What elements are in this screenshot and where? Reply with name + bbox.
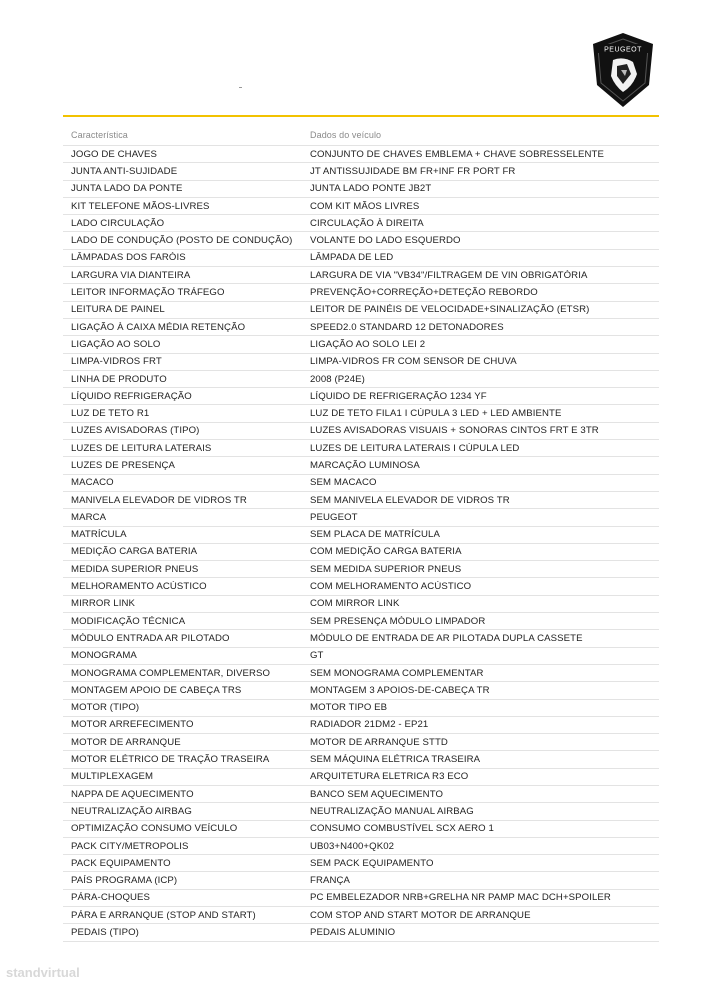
characteristic-cell: LIGAÇÃO AO SOLO — [71, 338, 161, 350]
characteristic-cell: MONOGRAMA COMPLEMENTAR, DIVERSO — [71, 667, 271, 679]
table-row — [63, 146, 659, 163]
table-row — [63, 855, 659, 872]
header-characteristic: Característica — [71, 130, 128, 140]
table-row — [63, 336, 659, 353]
vehicle-data-cell: LUZES AVISADORAS VISUAIS + SONORAS CINTOS FRT E 3TR — [310, 425, 599, 437]
table-row — [63, 648, 659, 665]
table-row — [63, 440, 659, 457]
vehicle-spec-table — [63, 125, 659, 942]
table-row — [63, 232, 659, 249]
characteristic-cell: MELHORAMENTO ACÚSTICO — [71, 581, 207, 593]
table-row — [63, 613, 659, 630]
characteristic-cell: PÁRA E ARRANQUE (STOP AND START) — [71, 909, 256, 921]
table-row — [63, 561, 659, 578]
table-row — [63, 423, 659, 440]
vehicle-data-cell: MOTOR DE ARRANQUE STTD — [310, 736, 448, 748]
vehicle-data-cell: PEUGEOT — [310, 511, 358, 523]
logo-text: PEUGEOT — [604, 46, 642, 54]
characteristic-cell: LUZES DE LEITURA LATERAIS — [71, 442, 212, 454]
table-row — [63, 198, 659, 215]
table-row — [63, 492, 659, 509]
table-row — [63, 405, 659, 422]
vehicle-data-cell: LUZES DE LEITURA LATERAIS I CÚPULA LED — [310, 442, 520, 454]
table-row — [63, 578, 659, 595]
characteristic-cell: JOGO DE CHAVES — [71, 148, 157, 160]
characteristic-cell: MOTOR (TIPO) — [71, 702, 140, 714]
characteristic-cell: MIRROR LINK — [71, 598, 135, 610]
vehicle-data-cell: CONSUMO COMBUSTÍVEL SCX AERO 1 — [310, 823, 494, 835]
characteristic-cell: MONOGRAMA — [71, 650, 137, 662]
table-row — [63, 284, 659, 301]
vehicle-data-cell: SEM MANIVELA ELEVADOR DE VIDROS TR — [310, 494, 510, 506]
characteristic-cell: LUZ DE TETO R1 — [71, 408, 150, 420]
vehicle-data-cell: 2008 (P24E) — [310, 373, 365, 385]
characteristic-cell: KIT TELEFONE MÃOS-LIVRES — [71, 200, 210, 212]
characteristic-cell: LÍQUIDO REFRIGERAÇÃO — [71, 390, 192, 402]
characteristic-cell: MOTOR ELÉTRICO DE TRAÇÃO TRASEIRA — [71, 754, 270, 766]
vehicle-data-cell: LÂMPADA DE LED — [310, 252, 394, 264]
vehicle-data-cell: LARGURA DE VIA "VB34"/FILTRAGEM DE VIN OBRIGATÓRIA — [310, 269, 588, 281]
table-row — [63, 907, 659, 924]
characteristic-cell: LADO DE CONDUÇÃO (POSTO DE CONDUÇÃO) — [71, 235, 293, 247]
accent-divider — [63, 115, 659, 117]
characteristic-cell: MARCA — [71, 511, 107, 523]
characteristic-cell: MOTOR DE ARRANQUE — [71, 736, 181, 748]
characteristic-cell: LINHA DE PRODUTO — [71, 373, 167, 385]
vehicle-data-cell: MARCAÇÃO LUMINOSA — [310, 459, 420, 471]
vehicle-data-cell: VOLANTE DO LADO ESQUERDO — [310, 235, 461, 247]
vehicle-data-cell: PC EMBELEZADOR NRB+GRELHA NR PAMP MAC DCH+SPOILER — [310, 892, 611, 904]
characteristic-cell: MANIVELA ELEVADOR DE VIDROS TR — [71, 494, 247, 506]
vehicle-data-cell: LEITOR DE PAINÉIS DE VELOCIDADE+SINALIZAÇÃO (ETSR) — [310, 304, 590, 316]
vehicle-data-cell: SPEED2.0 STANDARD 12 DETONADORES — [310, 321, 504, 333]
vehicle-data-cell: SEM PLACA DE MATRÍCULA — [310, 529, 440, 541]
characteristic-cell: JUNTA ANTI-SUJIDADE — [71, 165, 178, 177]
vehicle-data-cell: COM MELHORAMENTO ACÚSTICO — [310, 581, 472, 593]
vehicle-data-cell: RADIADOR 21DM2 - EP21 — [310, 719, 429, 731]
characteristic-cell: MOTOR ARREFECIMENTO — [71, 719, 194, 731]
vehicle-data-cell: COM KIT MÃOS LIVRES — [310, 200, 420, 212]
characteristic-cell: MACACO — [71, 477, 114, 489]
vehicle-data-cell: SEM MEDIDA SUPERIOR PNEUS — [310, 563, 462, 575]
vehicle-data-cell: ARQUITETURA ELETRICA R3 ECO — [310, 771, 469, 783]
characteristic-cell: NAPPA DE AQUECIMENTO — [71, 788, 194, 800]
characteristic-cell: NEUTRALIZAÇÃO AIRBAG — [71, 805, 192, 817]
characteristic-cell: MONTAGEM APOIO DE CABEÇA TRS — [71, 684, 242, 696]
table-row — [63, 527, 659, 544]
table-row — [63, 838, 659, 855]
table-row — [63, 181, 659, 198]
table-row — [63, 734, 659, 751]
table-row — [63, 924, 659, 941]
table-row — [63, 751, 659, 768]
characteristic-cell: LÂMPADAS DOS FARÓIS — [71, 252, 186, 264]
vehicle-data-cell: LIGAÇÃO AO SOLO LEI 2 — [310, 338, 426, 350]
table-row — [63, 717, 659, 734]
table-row — [63, 596, 659, 613]
characteristic-cell: LUZES DE PRESENÇA — [71, 459, 176, 471]
characteristic-cell: LEITOR INFORMAÇÃO TRÁFEGO — [71, 287, 225, 299]
characteristic-cell: PACK EQUIPAMENTO — [71, 857, 171, 869]
characteristic-cell: OPTIMIZAÇÃO CONSUMO VEÍCULO — [71, 823, 238, 835]
characteristic-cell: LEITURA DE PAINEL — [71, 304, 165, 316]
table-row — [63, 700, 659, 717]
characteristic-cell: JUNTA LADO DA PONTE — [71, 183, 183, 195]
table-row — [63, 544, 659, 561]
characteristic-cell: MÓDULO ENTRADA AR PILOTADO — [71, 632, 230, 644]
vehicle-data-cell: JUNTA LADO PONTE JB2T — [310, 183, 432, 195]
table-header-row — [63, 125, 659, 146]
table-row — [63, 388, 659, 405]
table-row — [63, 872, 659, 889]
vehicle-data-cell: COM STOP AND START MOTOR DE ARRANQUE — [310, 909, 531, 921]
table-row — [63, 509, 659, 526]
vehicle-data-cell: GT — [310, 650, 324, 662]
characteristic-cell: LADO CIRCULAÇÃO — [71, 217, 165, 229]
vehicle-data-cell: MÓDULO DE ENTRADA DE AR PILOTADA DUPLA CASSETE — [310, 632, 583, 644]
vehicle-data-cell: SEM MÁQUINA ELÉTRICA TRASEIRA — [310, 754, 481, 766]
characteristic-cell: MULTIPLEXAGEM — [71, 771, 154, 783]
vehicle-data-cell: CONJUNTO DE CHAVES EMBLEMA + CHAVE SOBRESSELENTE — [310, 148, 605, 160]
characteristic-cell: LIMPA-VIDROS FRT — [71, 356, 162, 368]
characteristic-cell: LUZES AVISADORAS (TIPO) — [71, 425, 200, 437]
table-row — [63, 302, 659, 319]
table-row — [63, 821, 659, 838]
table-row — [63, 371, 659, 388]
table-row — [63, 215, 659, 232]
characteristic-cell: PEDAIS (TIPO) — [71, 927, 139, 938]
vehicle-data-cell: LIMPA-VIDROS FR COM SENSOR DE CHUVA — [310, 356, 517, 368]
peugeot-logo — [583, 30, 663, 110]
vehicle-data-cell: MOTOR TIPO EB — [310, 702, 388, 714]
vehicle-data-cell: LÍQUIDO DE REFRIGERAÇÃO 1234 YF — [310, 390, 487, 402]
characteristic-cell: PAÍS PROGRAMA (ICP) — [71, 875, 178, 887]
table-row — [63, 769, 659, 786]
vehicle-data-cell: COM MIRROR LINK — [310, 598, 400, 610]
vehicle-data-cell: CIRCULAÇÃO À DIREITA — [310, 217, 424, 229]
table-row — [63, 475, 659, 492]
vehicle-data-cell: FRANÇA — [310, 875, 351, 887]
watermark-text: standvirtual — [6, 965, 80, 980]
characteristic-cell: LIGAÇÃO À CAIXA MÉDIA RETENÇÃO — [71, 321, 246, 333]
table-row — [63, 319, 659, 336]
stray-mark — [239, 87, 242, 88]
vehicle-data-cell: SEM PRESENÇA MÓDULO LIMPADOR — [310, 615, 486, 627]
vehicle-data-cell: SEM PACK EQUIPAMENTO — [310, 857, 434, 869]
vehicle-data-cell: COM MEDIÇÃO CARGA BATERIA — [310, 546, 462, 558]
table-row — [63, 630, 659, 647]
table-row — [63, 665, 659, 682]
characteristic-cell: MATRÍCULA — [71, 529, 127, 541]
characteristic-cell: LARGURA VIA DIANTEIRA — [71, 269, 191, 281]
vehicle-data-cell: UB03+N400+QK02 — [310, 840, 395, 852]
characteristic-cell: PÁRA-CHOQUES — [71, 892, 151, 904]
header-vehicle-data: Dados do veículo — [310, 130, 382, 140]
vehicle-data-cell: BANCO SEM AQUECIMENTO — [310, 788, 444, 800]
characteristic-cell: PACK CITY/METROPOLIS — [71, 840, 189, 852]
vehicle-data-cell: SEM MONOGRAMA COMPLEMENTAR — [310, 667, 484, 679]
table-row — [63, 803, 659, 820]
vehicle-data-cell: PREVENÇÃO+CORREÇÃO+DETEÇÃO REBORDO — [310, 287, 538, 299]
vehicle-data-cell: JT ANTISSUJIDADE BM FR+INF FR PORT FR — [310, 165, 516, 177]
table-row — [63, 250, 659, 267]
vehicle-data-cell: MONTAGEM 3 APOIOS-DE-CABEÇA TR — [310, 684, 490, 696]
characteristic-cell: MEDIÇÃO CARGA BATERIA — [71, 546, 198, 558]
vehicle-data-cell: NEUTRALIZAÇÃO MANUAL AIRBAG — [310, 805, 474, 817]
vehicle-data-cell: LUZ DE TETO FILA1 I CÚPULA 3 LED + LED AMBIENTE — [310, 408, 562, 420]
table-row — [63, 267, 659, 284]
table-row — [63, 163, 659, 180]
table-row — [63, 890, 659, 907]
characteristic-cell: MEDIDA SUPERIOR PNEUS — [71, 563, 199, 575]
vehicle-data-cell: PEDAIS ALUMINIO — [310, 927, 396, 938]
table-row — [63, 354, 659, 371]
vehicle-data-cell: SEM MACACO — [310, 477, 377, 489]
characteristic-cell: MODIFICAÇÃO TÉCNICA — [71, 615, 186, 627]
table-row — [63, 457, 659, 474]
table-row — [63, 786, 659, 803]
table-row — [63, 682, 659, 699]
